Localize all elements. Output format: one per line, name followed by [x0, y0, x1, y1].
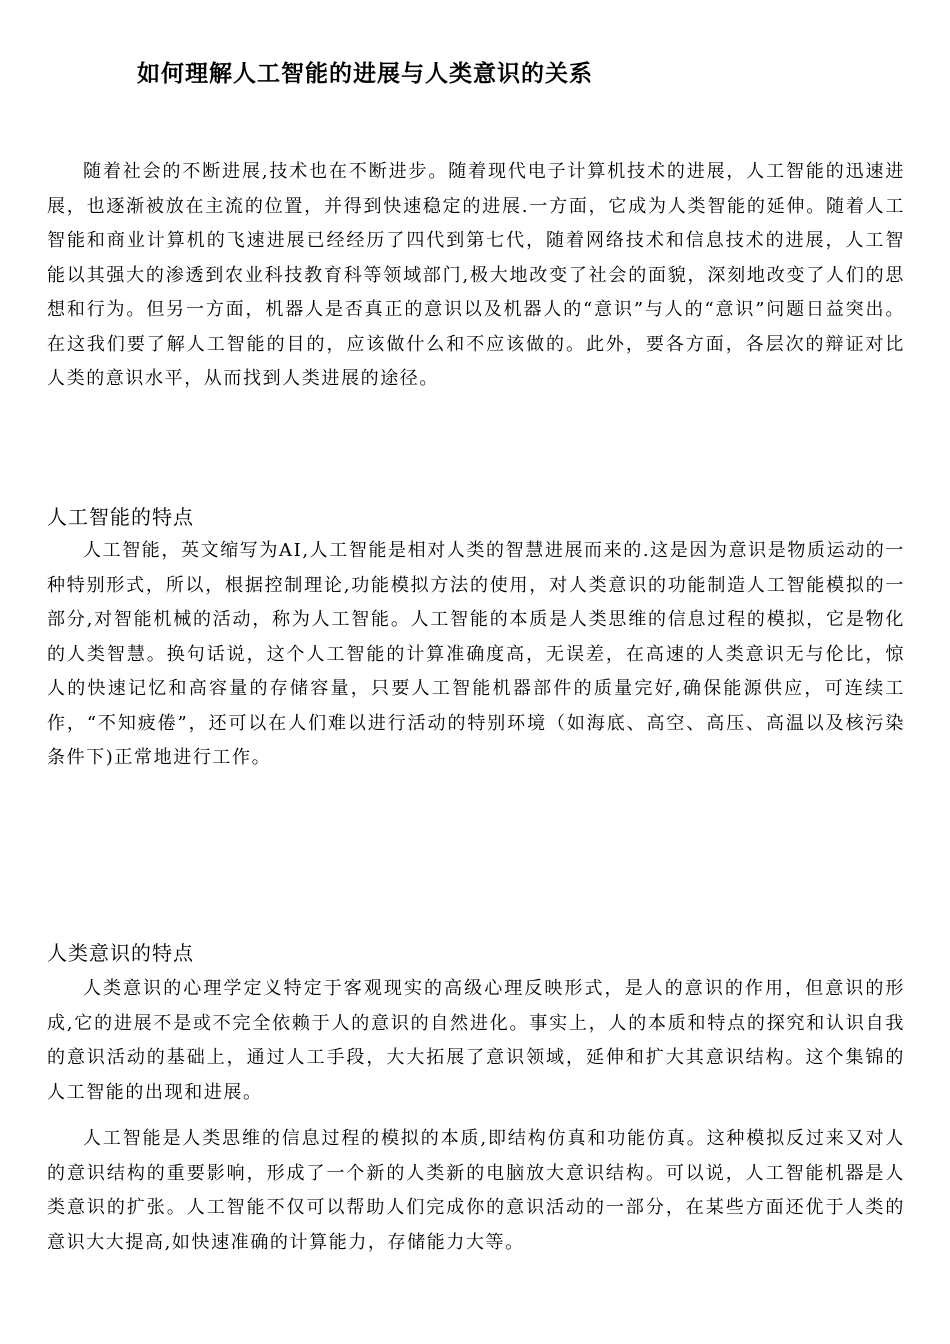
document-title: 如何理解人工智能的进展与人类意识的关系	[137, 60, 593, 87]
section-heading-ai-features: 人工智能的特点	[47, 505, 194, 529]
human-consciousness-paragraph-2: 人工智能是人类思维的信息过程的模拟的本质,即结构仿真和功能仿真。这种模拟反过来又对人的意识结构的重要影响，形成了一个新的人类新的电脑放大意识结构。可以说，人工智能机器是人类意识的扩张。人工智能不仅可以帮助人们完成你的意识活动的一部分，在某些方面还优于人类的意识大大提高,如快速准确的计算能力，存储能力大等。	[47, 1128, 905, 1253]
section-heading-human-consciousness: 人类意识的特点	[47, 941, 194, 965]
ai-features-paragraph: 人工智能，英文缩写为AI,人工智能是相对人类的智慧进展而来的.这是因为意识是物质运动的一种特别形式，所以，根据控制理论,功能模拟方法的使用，对人类意识的功能制造人工智能模拟的一部分,对智能机械的活动，称为人工智能。人工智能的本质是人类思维的信息过程的模拟，它是物化的人类智慧。换句话说，这个人工智能的计算准确度高，无误差，在高速的人类意识无与伦比，惊人的快速记忆和高容量的存储容量，只要人工智能机器部件的质量完好,确保能源供应，可连续工作，“不知疲倦”，还可以在人们难以进行活动的特别环境（如海底、高空、高压、高温以及核污染条件下)正常地进行工作。	[47, 540, 905, 768]
human-consciousness-paragraph-1: 人类意识的心理学定义特定于客观现实的高级心理反映形式，是人的意识的作用，但意识的形成,它的进展不是或不完全依赖于人的意识的自然进化。事实上，人的本质和特点的探究和认识自我的意识活动的基础上，通过人工手段，大大拓展了意识领域，延伸和扩大其意识结构。这个集锦的人工智能的出现和进展。	[47, 978, 905, 1103]
intro-paragraph: 随着社会的不断进展,技术也在不断进步。随着现代电子计算机技术的进展，人工智能的迅速进展，也逐渐被放在主流的位置，并得到快速稳定的进展.一方面，它成为人类智能的延伸。随着人工智能和商业计算机的飞速进展已经经历了四代到第七代，随着网络技术和信息技术的进展，人工智能以其强大的渗透到农业科技教育科等领域部门,极大地改变了社会的面貌，深刻地改变了人们的思想和行为。但另一方面，机器人是否真正的意识以及机器人的“意识”与人的“意识”问题日益突出。在这我们要了解人工智能的目的，应该做什么和不应该做的。此外，要各方面，各层次的辩证对比人类的意识水平，从而找到人类进展的途径。	[47, 161, 905, 389]
